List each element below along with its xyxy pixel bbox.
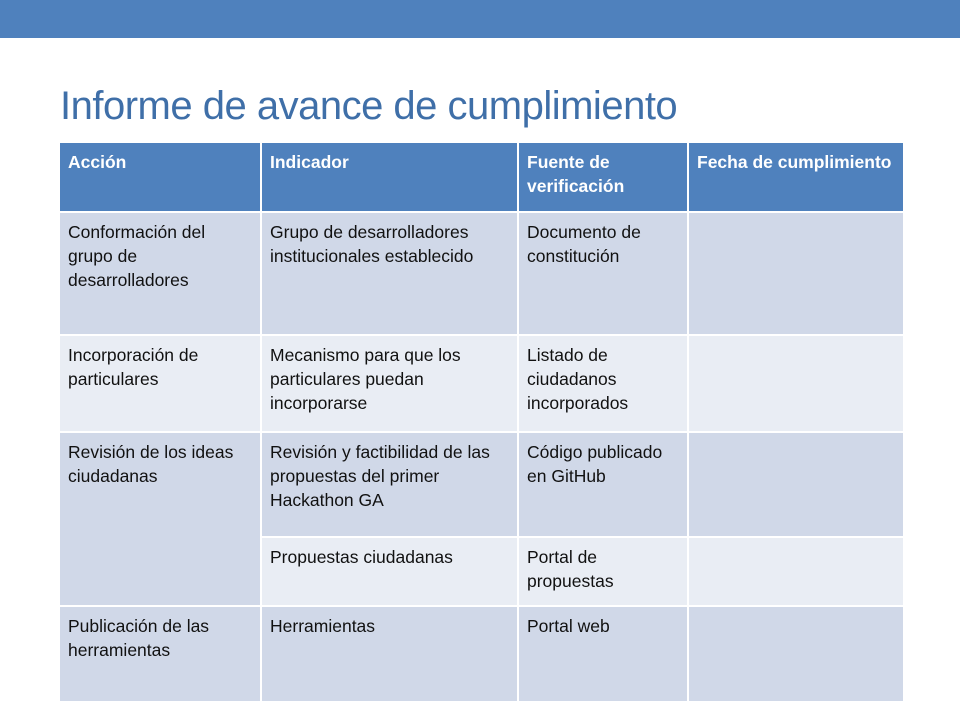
header-indicador: Indicador xyxy=(261,142,518,212)
table-row xyxy=(59,606,904,702)
cell-fuente: Portal de propuestas xyxy=(518,537,688,606)
cell-indicador: Grupo de desarrolladores institucionales establecido xyxy=(261,212,518,335)
header-fuente: Fuente de verificación xyxy=(518,142,688,212)
cell-accion: Incorporación de particulares xyxy=(59,335,261,432)
cell-fuente: Portal web xyxy=(518,606,688,702)
cell-fecha xyxy=(688,335,904,432)
cell-fecha xyxy=(688,212,904,335)
cell-indicador: Revisión y factibilidad de las propuestas del primer Hackathon GA xyxy=(261,432,518,537)
cell-fecha xyxy=(688,537,904,606)
cell-accion: Revisión de los ideas ciudadanas xyxy=(59,432,261,606)
cell-fecha xyxy=(688,432,904,537)
cell-fuente: Listado de ciudadanos incorporados xyxy=(518,335,688,432)
cell-fuente: Código publicado en GitHub xyxy=(518,432,688,537)
progress-report-table xyxy=(58,141,905,703)
cell-fecha xyxy=(688,606,904,702)
table-row xyxy=(59,335,904,432)
cell-indicador: Mecanismo para que los particulares puedan incorporarse xyxy=(261,335,518,432)
slide-title: Informe de avance de cumplimiento xyxy=(60,84,678,128)
cell-fuente: Documento de constitución xyxy=(518,212,688,335)
cell-accion: Publicación de las herramientas xyxy=(59,606,261,702)
table-header-row xyxy=(59,142,904,212)
table-row xyxy=(59,212,904,335)
top-accent-bar xyxy=(0,0,960,38)
cell-indicador: Herramientas xyxy=(261,606,518,702)
header-fecha: Fecha de cumplimiento xyxy=(688,142,904,212)
cell-indicador: Propuestas ciudadanas xyxy=(261,537,518,606)
header-accion: Acción xyxy=(59,142,261,212)
table-row xyxy=(59,432,904,537)
cell-accion: Conformación del grupo de desarrolladores xyxy=(59,212,261,335)
